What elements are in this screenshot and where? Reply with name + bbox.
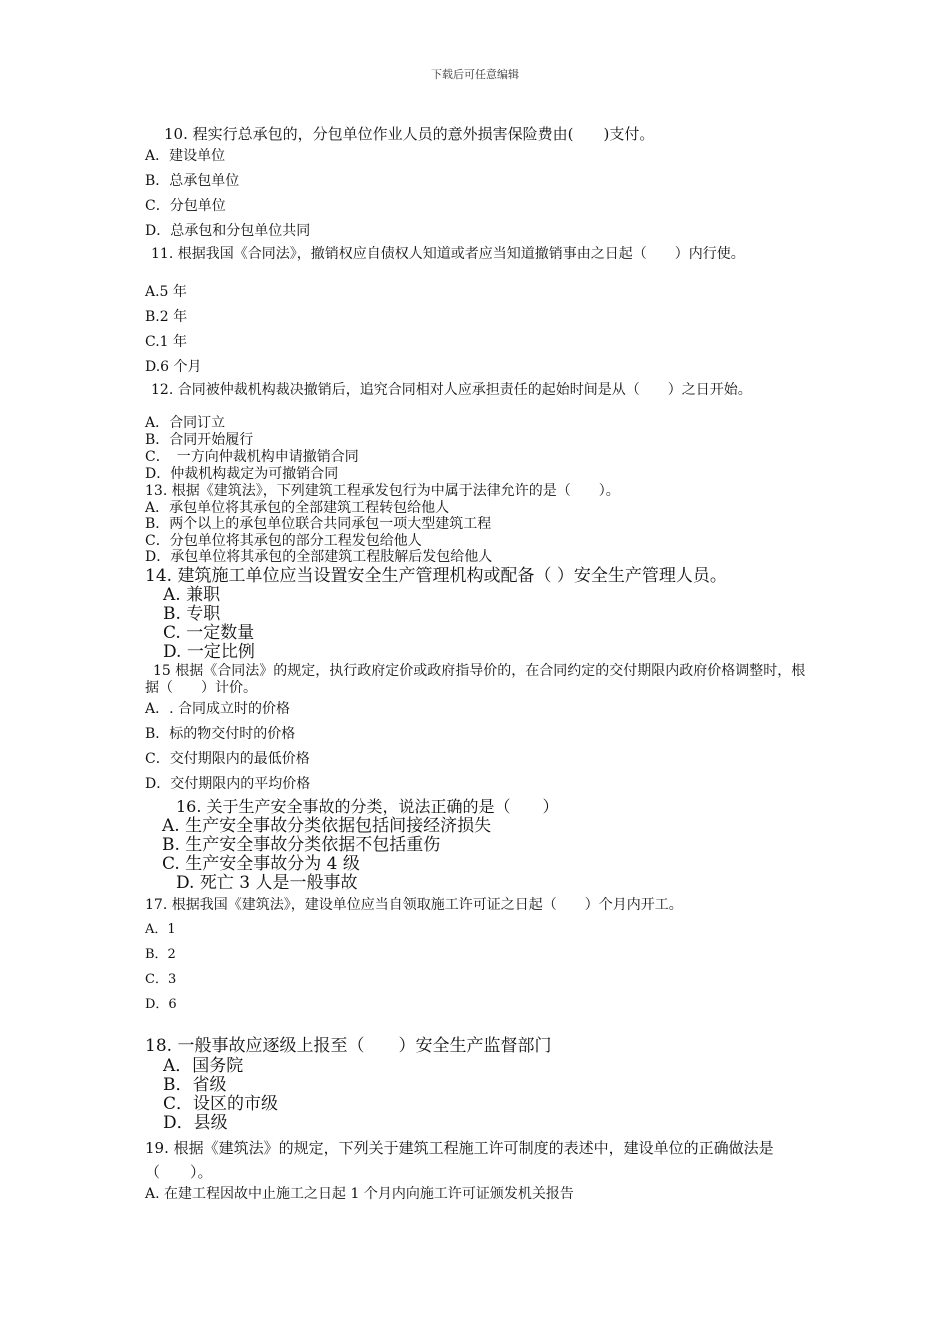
question-16-option-a: A. 生产安全事故分类依据包括间接经济损失 [162, 816, 492, 836]
question-17-option-b: B．2 [145, 947, 176, 962]
question-13-option-b: B．两个以上的承包单位联合共同承包一项大型建筑工程 [145, 516, 492, 532]
question-17-stem: 17. 根据我国《建筑法》，建设单位应当自领取施工许可证之日起（ ）个月内开工。 [145, 897, 683, 913]
question-17-option-a: A．1 [145, 922, 176, 937]
question-15-option-c: C．交付期限内的最低价格 [145, 751, 310, 767]
question-16-option-c: C. 生产安全事故分为 4 级 [162, 854, 360, 874]
question-19-stem: 19. 根据《建筑法》的规定，下列关于建筑工程施工许可制度的表述中，建设单位的正确做法是（ ）。 [145, 1139, 774, 1181]
question-13-option-d: D．承包单位将其承包的全部建筑工程肢解后发包给他人 [145, 549, 493, 565]
question-15-stem: 15 根据《合同法》的规定，执行政府定价或政府指导价的，在合同约定的交付期限内政府价格调整时，根据（ ）计价。 [145, 663, 806, 696]
question-15-option-a: A．. 合同成立时的价格 [145, 701, 291, 717]
question-15-option-d: D．交付期限内的平均价格 [145, 776, 311, 792]
question-19-option-a: A. 在建工程因故中止施工之日起 1 个月内向施工许可证颁发机关报告 [145, 1186, 574, 1202]
question-15-option-b: B．标的物交付时的价格 [145, 726, 296, 742]
question-14-option-c: C. 一定数量 [163, 623, 255, 643]
question-16-stem: 16. 关于生产安全事故的分类，说法正确的是（ ） [176, 797, 559, 816]
question-18-stem: 18. 一般事故应逐级上报至（ ）安全生产监督部门 [145, 1036, 552, 1056]
page-header: 下载后可任意编辑 [431, 68, 519, 81]
question-11-option-a: A.5 年 [145, 284, 187, 300]
question-18-option-d: D．县级 [163, 1113, 228, 1133]
question-10-stem: 10. 程实行总承包的，分包单位作业人员的意外损害保险费由( )支付。 [164, 125, 655, 143]
question-16-option-d: D. 死亡 3 人是一般事故 [176, 873, 358, 893]
question-11-stem: 11. 根据我国《合同法》，撤销权应自债权人知道或者应当知道撤销事由之日起（ ）内行使。 [151, 246, 745, 262]
question-13-option-a: A．承包单位将其承包的全部建筑工程转包给他人 [145, 500, 450, 516]
question-14-option-d: D. 一定比例 [163, 642, 255, 662]
question-16-option-b: B. 生产安全事故分类依据不包括重伤 [162, 835, 441, 855]
question-12-option-b: B．合同开始履行 [145, 432, 254, 448]
question-13-option-c: C．分包单位将其承包的部分工程发包给他人 [145, 533, 422, 549]
question-12-option-c: C． 一方向仲裁机构申请撤销合同 [145, 449, 359, 465]
question-17-option-d: D．6 [145, 997, 177, 1012]
question-13-stem: 13. 根据《建筑法》，下列建筑工程承发包行为中属于法律允许的是（ ）。 [145, 483, 620, 499]
question-10-option-c: C．分包单位 [145, 198, 226, 214]
question-14-option-b: B. 专职 [163, 604, 221, 624]
question-10-option-b: B．总承包单位 [145, 173, 240, 189]
question-12-option-d: D．仲裁机构裁定为可撤销合同 [145, 466, 339, 482]
question-11-option-d: D.6 个月 [145, 359, 202, 375]
question-10-option-d: D．总承包和分包单位共同 [145, 223, 311, 239]
question-10-option-a: A．建设单位 [145, 148, 226, 164]
question-18-option-a: A．国务院 [163, 1056, 244, 1076]
question-11-option-c: C.1 年 [145, 334, 188, 350]
question-17-option-c: C．3 [145, 972, 177, 987]
question-12-option-a: A．合同订立 [145, 415, 226, 431]
question-11-option-b: B.2 年 [145, 309, 188, 325]
question-14-stem: 14. 建筑施工单位应当设置安全生产管理机构或配备（ ）安全生产管理人员。 [145, 566, 727, 586]
question-12-stem: 12. 合同被仲裁机构裁决撤销后，追究合同相对人应承担责任的起始时间是从（ ）之日开始。 [151, 382, 752, 398]
question-14-option-a: A. 兼职 [163, 585, 221, 605]
question-18-option-b: B．省级 [163, 1075, 227, 1095]
question-18-option-c: C．设区的市级 [163, 1094, 279, 1114]
